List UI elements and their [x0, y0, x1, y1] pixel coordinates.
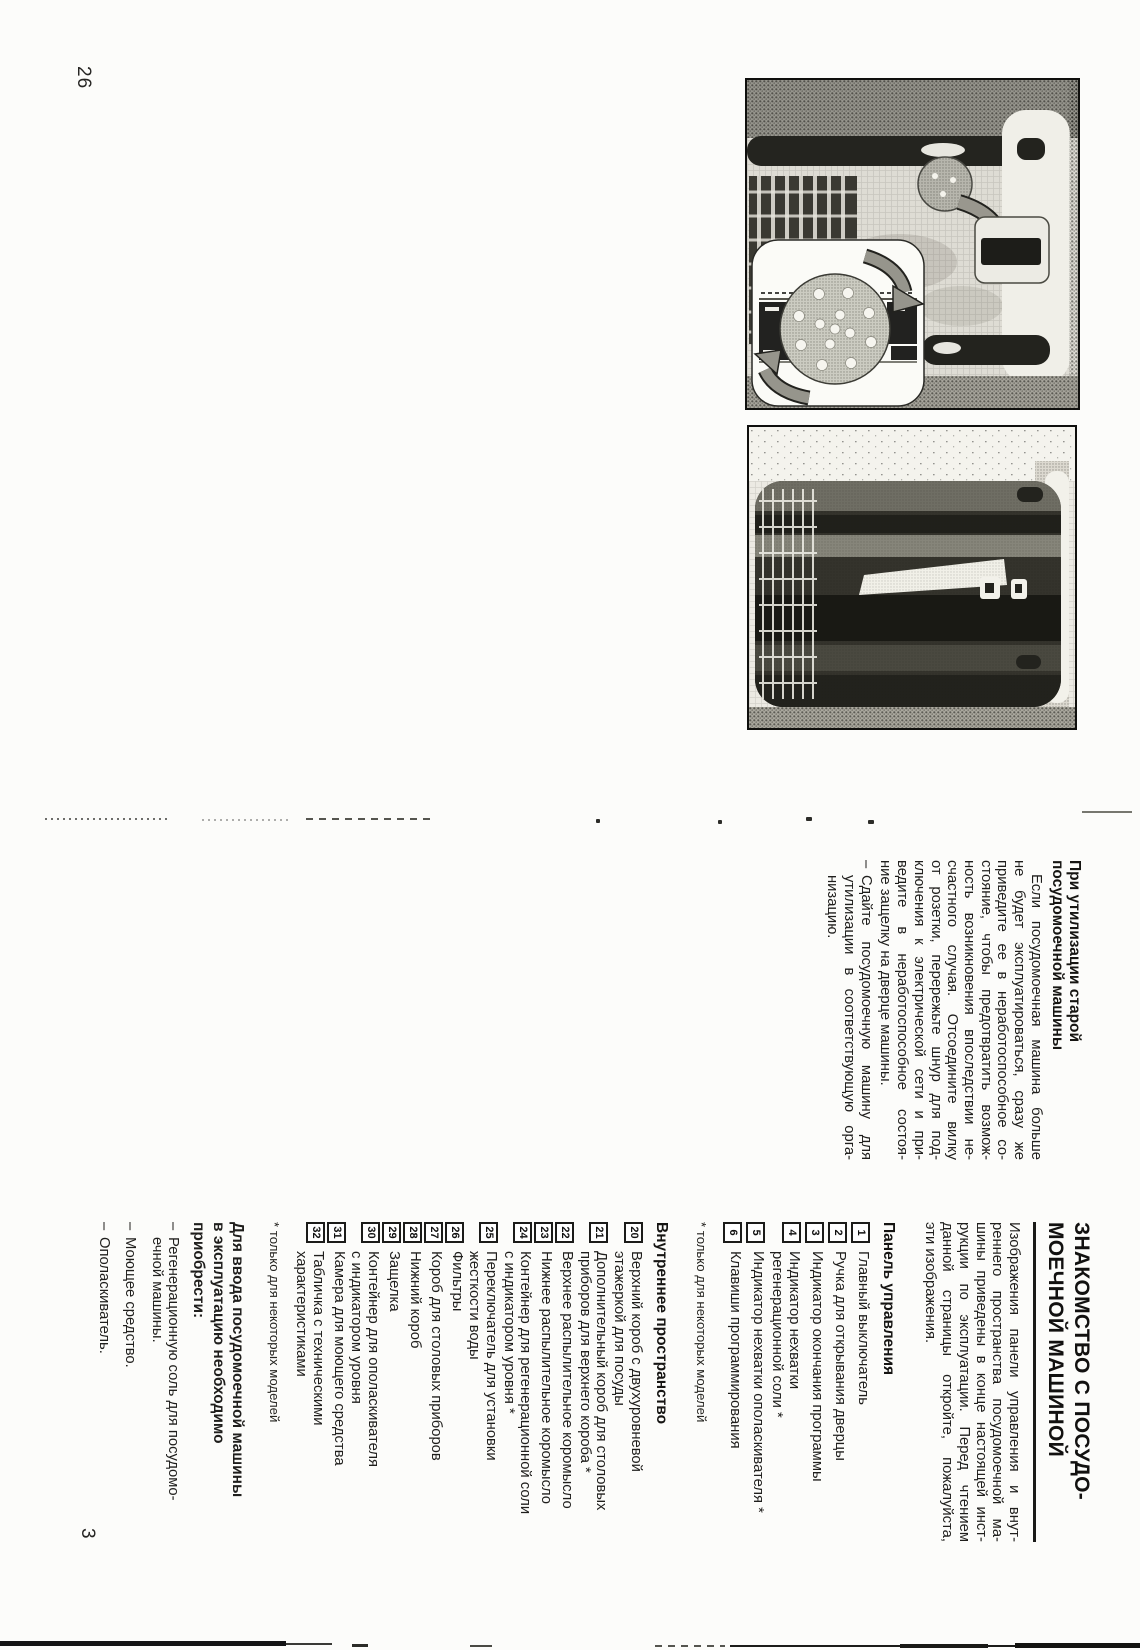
item-number-box: 26	[445, 1222, 464, 1243]
chapter-title-line: МОЕЧНОЙ МАШИНОЙ	[1044, 1222, 1067, 1457]
salt-cap-rotation-detail-photo	[745, 78, 1080, 410]
item-label: Дополнительный короб для столовых	[593, 1251, 610, 1511]
paragraph-line: данной страницы откройте, пожалуйста,	[939, 1222, 956, 1542]
sheet-edge-line	[900, 1644, 988, 1648]
item-label: ечной машины.	[149, 1237, 166, 1343]
list-item	[851, 1222, 871, 1558]
interior-list	[292, 1222, 643, 1558]
scan-speck	[806, 817, 812, 821]
disposal-section	[824, 860, 1082, 1160]
list-item	[723, 1222, 743, 1558]
figure-illustration	[747, 80, 1078, 408]
paragraph-line: шины приведены в конце настоящей инст-	[972, 1222, 989, 1542]
paragraph-line: от розетки, перережьте шнур для под-	[927, 860, 944, 1160]
models-footnote: * только для некоторых моделей	[267, 1222, 283, 1423]
sheet-edge-line	[352, 1644, 368, 1647]
dash-bullet: –	[95, 1222, 112, 1231]
item-label: с индикатором уровня *	[500, 1251, 517, 1414]
paragraph-line: Если посудомоечная машина больше	[1027, 874, 1044, 1160]
list-item	[500, 1222, 533, 1558]
paragraph-line: стояние, чтобы предотвратить возмож-	[977, 860, 994, 1160]
list-item	[769, 1222, 802, 1558]
disposal-heading	[1049, 860, 1082, 1160]
purchase-heading	[189, 1222, 248, 1558]
item-number-box: 3	[805, 1222, 824, 1243]
item-number-box: 25	[479, 1222, 498, 1243]
interior-heading: Внутреннее пространство	[652, 1222, 670, 1425]
item-number-box: 32	[306, 1222, 325, 1243]
paragraph-line: ность возникновения впоследствии не-	[961, 860, 977, 1160]
item-label: жесткости воды	[466, 1251, 483, 1360]
list-item	[348, 1222, 381, 1558]
list-item	[424, 1222, 444, 1558]
item-label: Нижний короб	[406, 1251, 423, 1349]
scan-speck	[596, 819, 600, 823]
cap-detail-inset	[752, 240, 924, 406]
item-number-box: 22	[555, 1222, 574, 1243]
item-label: Защелка	[385, 1251, 402, 1312]
paragraph-line: ведите в неработоспособное состоя-	[894, 860, 911, 1160]
item-label: Камера для моющего средства	[330, 1251, 347, 1466]
control-panel-list	[723, 1222, 871, 1558]
item-label: Индикатор окончания программы	[808, 1251, 825, 1482]
sheet-edge-line	[0, 1641, 286, 1646]
dash-bullet: –	[122, 1222, 139, 1231]
paragraph-line: реннего пространства посудомоечной ма-	[989, 1222, 1006, 1542]
list-item	[555, 1222, 575, 1558]
page-number-3: 3	[77, 1528, 98, 1540]
item-label: Индикатор нехватки ополаскивателя *	[749, 1251, 766, 1513]
dash-bullet: –	[164, 1222, 181, 1231]
paragraph-line: рукции по эксплуатации. Перед чтением	[955, 1222, 972, 1542]
disposal-bullet-item	[824, 860, 874, 1160]
list-item	[382, 1222, 402, 1558]
item-label: Клавиши программирования	[726, 1251, 743, 1449]
heading-line: приобрести:	[190, 1222, 208, 1319]
paragraph-line: не будет эксплуатироваться, сразу же	[1011, 860, 1028, 1160]
list-item	[610, 1222, 643, 1558]
sheet-edge-line	[1015, 1643, 1140, 1648]
sheet-edge-line	[470, 1645, 492, 1647]
page-crease-mark	[306, 818, 434, 820]
paragraph-line: счастного случая. Отсоедините вилку	[944, 860, 961, 1160]
intro-paragraph	[922, 1222, 1022, 1542]
item-label: характеристиками	[293, 1251, 310, 1377]
item-label: Ополаскиватель.	[95, 1237, 112, 1354]
scan-speck	[868, 820, 874, 824]
list-item	[746, 1222, 766, 1558]
list-item	[445, 1222, 465, 1558]
item-number-box: 29	[382, 1222, 401, 1243]
item-label: Верхний короб с двухуровневой	[627, 1251, 644, 1472]
item-number-box: 4	[782, 1222, 801, 1243]
item-number-box: 2	[828, 1222, 847, 1243]
item-number-box: 6	[723, 1222, 742, 1243]
list-item	[148, 1222, 180, 1558]
item-label: Ручка для открывания дверцы	[831, 1251, 848, 1461]
paragraph-line: ние защелку на дверце машины.	[877, 860, 894, 1086]
item-label: приборов для верхнего короба *	[576, 1251, 593, 1473]
list-item	[122, 1222, 138, 1558]
chapter-title-line: ЗНАКОМСТВО С ПОСУДО-	[1070, 1222, 1093, 1501]
page-number-26: 26	[73, 66, 94, 90]
list-item	[466, 1222, 499, 1558]
title-underline	[1033, 1222, 1036, 1542]
paragraph-line: ключения к электрической сети и при-	[910, 860, 927, 1160]
item-label: Фильтры	[448, 1251, 465, 1312]
item-number-box: 20	[624, 1222, 643, 1243]
item-number-box: 28	[403, 1222, 422, 1243]
item-label: Короб для столовых приборов	[427, 1251, 444, 1461]
sheet-edge-line	[286, 1643, 332, 1645]
open-dishwasher-interior-photo	[747, 425, 1077, 730]
item-number-box: 27	[424, 1222, 443, 1243]
paragraph-line: эти изображения.	[922, 1222, 939, 1344]
item-number-box: 21	[589, 1222, 608, 1243]
heading-line: Для ввода посудомоечной машины	[229, 1222, 247, 1498]
item-label: Контейнер для ополаскивателя	[364, 1251, 381, 1467]
heading-line: в эксплуатацию необходимо	[209, 1222, 227, 1444]
control-panel-heading: Панель управления	[879, 1222, 897, 1376]
paragraph-line: Изображения панели управления и внут-	[1006, 1222, 1022, 1542]
bullet-line: утилизации в соответствующую орга-	[841, 875, 858, 1160]
item-label: Моющее средство.	[122, 1237, 139, 1368]
introduction-chapter	[84, 1222, 1094, 1558]
list-item	[534, 1222, 554, 1558]
item-label: Регенерационную соль для посудомо-	[164, 1237, 181, 1501]
item-label: Нижнее распылительное коромысло	[538, 1251, 555, 1504]
item-number-box: 23	[534, 1222, 553, 1243]
item-number-box: 30	[361, 1222, 380, 1243]
item-label: Переключатель для установки	[483, 1251, 500, 1461]
chapter-title	[1042, 1222, 1094, 1558]
item-number-box: 31	[327, 1222, 346, 1243]
models-footnote: * только для некоторых моделей	[693, 1222, 709, 1423]
heading-line: посудомоечной машины	[1049, 860, 1067, 1051]
item-number-box: 1	[851, 1222, 870, 1243]
bullet-line: низацию.	[824, 875, 841, 939]
list-item	[828, 1222, 848, 1558]
item-label: Табличка с техническими	[309, 1251, 326, 1426]
item-label: Индикатор нехватки	[785, 1251, 802, 1390]
heading-line: При утилизации старой	[1066, 860, 1083, 1043]
page-crease-mark	[45, 818, 170, 820]
list-item	[576, 1222, 609, 1558]
bullet-line: Сдайте посудомоечную машину для	[857, 875, 874, 1160]
list-item	[805, 1222, 825, 1558]
item-number-box: 24	[513, 1222, 532, 1243]
page-crease-mark	[202, 819, 290, 821]
sheet-edge-line	[655, 1645, 725, 1647]
item-number-box: 5	[746, 1222, 765, 1243]
scan-speck	[718, 820, 722, 824]
item-label: регенерационной соли *	[769, 1251, 786, 1418]
list-item	[403, 1222, 423, 1558]
disposal-paragraph	[877, 860, 1044, 1160]
page-crease-mark	[1082, 811, 1132, 813]
list-item	[327, 1222, 347, 1558]
dash-bullet: –	[857, 860, 874, 869]
figure-illustration	[749, 427, 1075, 728]
purchase-list	[95, 1222, 180, 1558]
item-label: Контейнер для регенерационной соли	[517, 1251, 534, 1515]
item-label: Главный выключатель	[854, 1251, 871, 1405]
paragraph-line: приведите ее в неработоспособное со-	[994, 860, 1011, 1160]
list-item	[95, 1222, 111, 1558]
item-label: Верхнее распылительное коромысло	[559, 1251, 576, 1509]
item-label: этажеркой для посуды	[611, 1251, 627, 1406]
item-label: с индикатором уровня	[348, 1251, 365, 1404]
list-item	[292, 1222, 325, 1558]
